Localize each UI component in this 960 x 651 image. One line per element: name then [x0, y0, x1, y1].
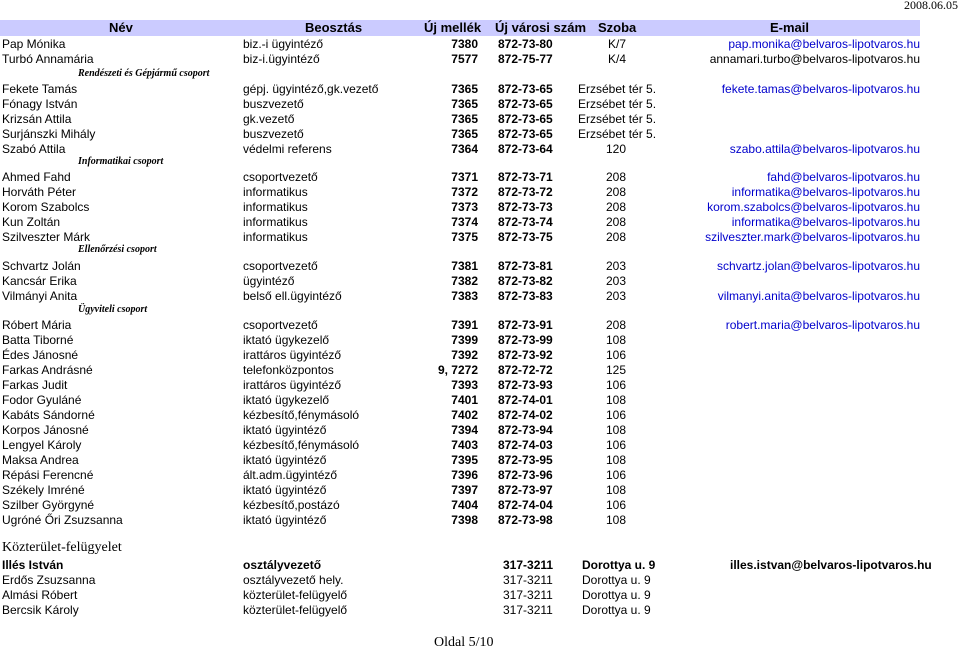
group-heading: Ügyviteli csoport [78, 304, 148, 315]
room-cell: Dorottya u. 9 [582, 573, 651, 587]
room-cell: 208 [605, 200, 626, 214]
ext-cell: 7381 [451, 259, 478, 273]
position-cell: iktató ügyintéző [243, 513, 327, 527]
email-link[interactable]: vilmanyi.anita@belvaros-lipotvaros.hu [717, 289, 920, 303]
room-cell: Dorottya u. 9 [582, 588, 651, 602]
group-heading: Ellenőrzési csoport [78, 244, 157, 255]
ext-cell: 7382 [451, 274, 478, 288]
table-row [0, 112, 960, 127]
position-cell: informatikus [243, 215, 308, 229]
position-cell: irattáros ügyintéző [243, 348, 342, 362]
table-row [0, 453, 960, 468]
room-cell: 203 [605, 259, 626, 273]
city-number-cell: 872-74-01 [498, 393, 553, 407]
city-number-cell: 872-73-92 [498, 348, 553, 362]
room-cell: Erzsébet tér 5. [578, 127, 657, 141]
city-number-cell: 872-73-96 [498, 468, 553, 482]
phone-cell: 317-3211 [503, 588, 553, 602]
ext-cell: 7393 [451, 378, 478, 392]
table-row [0, 573, 960, 588]
table-row [0, 378, 960, 393]
table-row [0, 393, 960, 408]
email-link[interactable]: informatika@belvaros-lipotvaros.hu [731, 185, 920, 199]
email-link[interactable]: szilveszter.mark@belvaros-lipotvaros.hu [705, 230, 920, 244]
phone-cell: 317-3211 [503, 603, 553, 617]
table-row [0, 318, 960, 333]
name-cell: Almási Róbert [2, 588, 78, 602]
name-cell: Schvartz Jolán [2, 259, 81, 273]
room-cell: 106 [605, 468, 626, 482]
table-row [0, 185, 960, 200]
room-cell: 208 [605, 318, 626, 332]
city-number-cell: 872-73-82 [498, 274, 553, 288]
ext-cell: 7396 [451, 468, 478, 482]
name-cell: Kabáts Sándorné [2, 408, 95, 422]
col-ext: Új mellék [424, 20, 482, 35]
name-cell: Édes Jánosné [2, 348, 79, 362]
city-number-cell: 872-73-81 [498, 259, 553, 273]
room-cell: 108 [605, 393, 626, 407]
position-cell: buszvezető [243, 97, 304, 111]
name-cell: Fónagy István [2, 97, 78, 111]
city-number-cell: 872-73-91 [498, 318, 553, 332]
position-cell: osztályvezető hely. [243, 573, 344, 587]
ext-cell: 7373 [451, 200, 478, 214]
ext-cell: 7577 [451, 52, 478, 66]
ext-cell: 7394 [451, 423, 478, 437]
position-cell: ált.adm.ügyintéző [243, 468, 338, 482]
position-cell: belső ell.ügyintéző [243, 289, 342, 303]
email-link[interactable]: pap.monika@belvaros-lipotvaros.hu [728, 37, 920, 51]
name-cell: Székely Imréné [2, 483, 85, 497]
col-room: Szoba [598, 20, 637, 35]
city-number-cell: 872-73-64 [498, 142, 553, 156]
position-cell: csoportvezető [243, 170, 318, 184]
email-link[interactable]: fahd@belvaros-lipotvaros.hu [767, 170, 920, 184]
name-cell: Kun Zoltán [2, 215, 61, 229]
city-number-cell: 872-73-98 [498, 513, 553, 527]
city-number-cell: 872-73-75 [498, 230, 553, 244]
table-row [0, 215, 960, 230]
position-cell: irattáros ügyintéző [243, 378, 342, 392]
city-number-cell: 872-72-72 [498, 363, 553, 377]
col-position: Beosztás [305, 20, 363, 35]
table-row [0, 289, 960, 304]
position-cell: iktató ügyintéző [243, 423, 327, 437]
phone-cell: 317-3211 [503, 558, 554, 572]
room-cell: Dorottya u. 9 [582, 558, 656, 572]
room-cell: 108 [605, 483, 626, 497]
ext-cell: 7391 [451, 318, 478, 332]
city-number-cell: 872-73-97 [498, 483, 553, 497]
position-cell: iktató ügykezelő [243, 333, 330, 347]
page-number: Oldal 5/10 [434, 635, 494, 650]
email-link[interactable]: schvartz.jolan@belvaros-lipotvaros.hu [717, 259, 920, 273]
room-cell: 108 [605, 333, 626, 347]
table-row [0, 513, 960, 528]
table-row [0, 363, 960, 378]
position-cell: iktató ügyintéző [243, 453, 327, 467]
email-link[interactable]: szabo.attila@belvaros-lipotvaros.hu [729, 142, 920, 156]
city-number-cell: 872-73-93 [498, 378, 553, 392]
city-number-cell: 872-74-04 [498, 498, 553, 512]
position-cell: biz.-i ügyintéző [243, 37, 324, 51]
ext-cell: 7404 [451, 498, 478, 512]
group-heading: Informatikai csoport [78, 156, 164, 167]
table-row [0, 438, 960, 453]
room-cell: K/7 [607, 37, 626, 51]
ext-cell: 7403 [451, 438, 478, 452]
table-row [0, 408, 960, 423]
position-cell: csoportvezető [243, 259, 318, 273]
ext-cell: 7402 [451, 408, 478, 422]
room-cell: 108 [605, 513, 626, 527]
position-cell: gk.vezető [243, 112, 295, 126]
city-number-cell: 872-73-73 [498, 200, 553, 214]
room-cell: 203 [605, 289, 626, 303]
table-row [0, 558, 960, 573]
name-cell: Korpos Jánosné [2, 423, 89, 437]
col-city: Új városi szám [495, 20, 587, 35]
room-cell: 106 [605, 498, 626, 512]
phone-cell: 317-3211 [503, 573, 553, 587]
city-number-cell: 872-73-65 [498, 82, 553, 96]
ext-cell: 7365 [451, 112, 478, 126]
position-cell: informatikus [243, 200, 308, 214]
city-number-cell: 872-74-02 [498, 408, 553, 422]
ext-cell: 7365 [451, 97, 478, 111]
ext-cell: 7397 [451, 483, 478, 497]
room-cell: 208 [605, 230, 626, 244]
name-cell: Ugróné Őri Zsuzsanna [2, 513, 123, 527]
name-cell: Erdős Zsuzsanna [2, 573, 96, 587]
city-number-cell: 872-73-72 [498, 185, 553, 199]
city-number-cell: 872-73-65 [498, 97, 553, 111]
position-cell: iktató ügykezelő [243, 393, 330, 407]
ext-cell: 7365 [451, 82, 478, 96]
city-number-cell: 872-73-71 [498, 170, 553, 184]
name-cell: Illés István [2, 558, 64, 572]
print-date: 2008.06.05 [904, 0, 958, 12]
table-row [0, 274, 960, 289]
city-number-cell: 872-73-83 [498, 289, 553, 303]
room-cell: 203 [605, 274, 626, 288]
name-cell: Vilmányi Anita [2, 289, 78, 303]
city-number-cell: 872-75-77 [498, 52, 553, 66]
ext-cell: 7374 [451, 215, 478, 229]
ext-cell: 7380 [451, 37, 478, 51]
table-header [0, 20, 920, 36]
room-cell: K/4 [607, 52, 626, 66]
position-cell: telefonközpontos [243, 363, 334, 377]
email-link[interactable]: fekete.tamas@belvaros-lipotvaros.hu [721, 82, 920, 96]
position-cell: osztályvezető [243, 558, 322, 572]
name-cell: Szilber Györgyné [2, 498, 95, 512]
room-cell: 106 [605, 348, 626, 362]
section-heading: Közterület-felügyelet [2, 540, 122, 555]
position-cell: informatikus [243, 230, 308, 244]
room-cell: 120 [605, 142, 626, 156]
ext-cell: 7392 [451, 348, 478, 362]
name-cell: Farkas Andrásné [2, 363, 93, 377]
name-cell: Krizsán Attila [2, 112, 72, 126]
name-cell: Ahmed Fahd [2, 170, 71, 184]
ext-cell: 7375 [451, 230, 478, 244]
room-cell: 106 [605, 438, 626, 452]
group-heading: Rendészeti és Gépjármű csoport [78, 68, 210, 79]
email-link[interactable]: korom.szabolcs@belvaros-lipotvaros.hu [707, 200, 920, 214]
name-cell: Répási Ferencné [2, 468, 94, 482]
room-cell: 106 [605, 408, 626, 422]
table-row [0, 483, 960, 498]
table-row [0, 37, 960, 52]
room-cell: 108 [605, 453, 626, 467]
position-cell: védelmi referens [243, 142, 332, 156]
ext-cell: 7371 [451, 170, 478, 184]
position-cell: közterület-felügyelő [243, 588, 348, 602]
name-cell: Szilveszter Márk [2, 230, 91, 244]
table-row [0, 468, 960, 483]
room-cell: 108 [605, 423, 626, 437]
name-cell: Surjánszki Mihály [2, 127, 96, 141]
ext-cell: 7383 [451, 289, 478, 303]
table-row [0, 348, 960, 363]
position-cell: csoportvezető [243, 318, 318, 332]
city-number-cell: 872-73-80 [498, 37, 553, 51]
table-row [0, 333, 960, 348]
position-cell: gépj. ügyintéző,gk.vezető [243, 82, 379, 96]
name-cell: Korom Szabolcs [2, 200, 90, 214]
email-link: annamari.turbo@belvaros-lipotvaros.hu [709, 52, 920, 66]
room-cell: Erzsébet tér 5. [578, 112, 657, 126]
name-cell: Róbert Mária [2, 318, 72, 332]
ext-cell: 7401 [451, 393, 478, 407]
name-cell: Szabó Attila [2, 142, 66, 156]
email-cell: illes.istvan@belvaros-lipotvaros.hu [730, 558, 932, 572]
position-cell: informatikus [243, 185, 308, 199]
room-cell: 106 [605, 378, 626, 392]
table-row [0, 127, 960, 142]
table-row [0, 259, 960, 274]
ext-cell: 9, 7272 [437, 363, 478, 377]
position-cell: kézbesítő,fénymásoló [243, 438, 360, 452]
table-row [0, 588, 960, 603]
email-link[interactable]: informatika@belvaros-lipotvaros.hu [731, 215, 920, 229]
room-cell: 125 [605, 363, 626, 377]
name-cell: Farkas Judit [2, 378, 68, 392]
table-row [0, 52, 960, 67]
name-cell: Turbó Annamária [2, 52, 94, 66]
position-cell: ügyintéző [243, 274, 295, 288]
city-number-cell: 872-73-99 [498, 333, 553, 347]
city-number-cell: 872-74-03 [498, 438, 553, 452]
col-name: Név [109, 20, 133, 35]
table-row [0, 82, 960, 97]
room-cell: Erzsébet tér 5. [578, 97, 657, 111]
name-cell: Lengyel Károly [2, 438, 82, 452]
room-cell: 208 [605, 170, 626, 184]
position-cell: közterület-felügyelő [243, 603, 348, 617]
city-number-cell: 872-73-95 [498, 453, 553, 467]
table-row [0, 97, 960, 112]
name-cell: Batta Tiborné [2, 333, 74, 347]
ext-cell: 7364 [451, 142, 478, 156]
position-cell: buszvezető [243, 127, 304, 141]
table-row [0, 603, 960, 618]
position-cell: biz-i.ügyintéző [243, 52, 320, 66]
room-cell: Erzsébet tér 5. [578, 82, 657, 96]
ext-cell: 7399 [451, 333, 478, 347]
room-cell: 208 [605, 215, 626, 229]
ext-cell: 7372 [451, 185, 478, 199]
name-cell: Maksa Andrea [2, 453, 79, 467]
name-cell: Fekete Tamás [2, 82, 78, 96]
city-number-cell: 872-73-74 [498, 215, 553, 229]
table-row [0, 200, 960, 215]
city-number-cell: 872-73-65 [498, 127, 553, 141]
name-cell: Horváth Péter [2, 185, 77, 199]
table-row [0, 498, 960, 513]
position-cell: iktató ügyintéző [243, 483, 327, 497]
position-cell: kézbesítő,postázó [243, 498, 340, 512]
email-link[interactable]: robert.maria@belvaros-lipotvaros.hu [725, 318, 920, 332]
name-cell: Pap Mónika [2, 37, 66, 51]
room-cell: 208 [605, 185, 626, 199]
col-email: E-mail [770, 20, 810, 35]
city-number-cell: 872-73-65 [498, 112, 553, 126]
name-cell: Kancsár Erika [2, 274, 77, 288]
ext-cell: 7398 [451, 513, 478, 527]
position-cell: kézbesítő,fénymásoló [243, 408, 360, 422]
table-row [0, 423, 960, 438]
name-cell: Fodor Gyuláné [2, 393, 82, 407]
table-row [0, 170, 960, 185]
ext-cell: 7365 [451, 127, 478, 141]
name-cell: Bercsik Károly [2, 603, 79, 617]
city-number-cell: 872-73-94 [498, 423, 553, 437]
room-cell: Dorottya u. 9 [582, 603, 651, 617]
ext-cell: 7395 [451, 453, 478, 467]
